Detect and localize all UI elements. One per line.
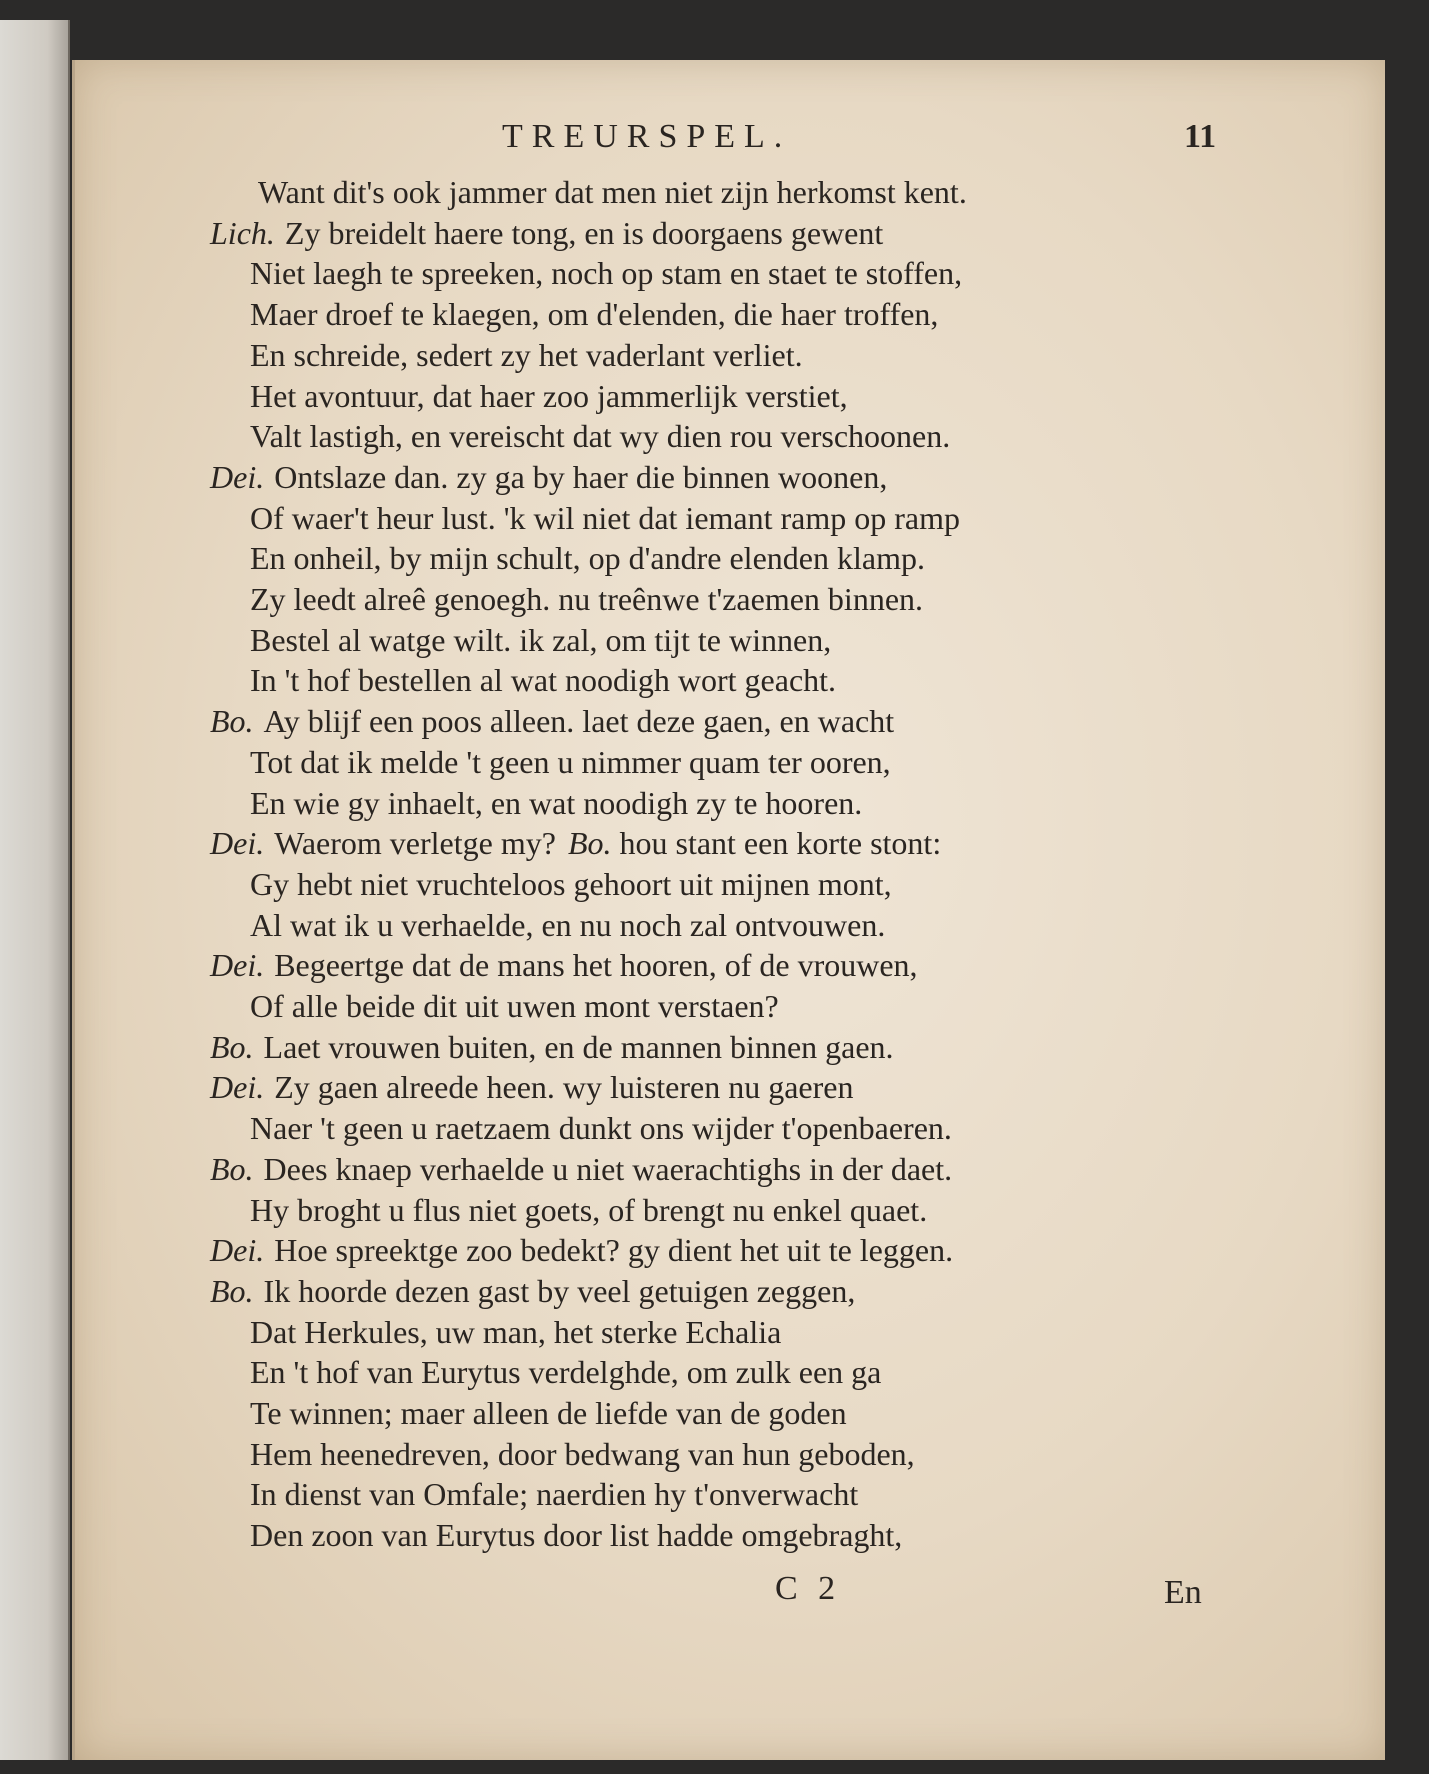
speaker-label: Bo.	[567, 825, 612, 862]
speaker-label: Dei.	[210, 825, 265, 862]
verse-text: Zy gaen alreede heen. wy luisteren nu gaeren	[274, 1069, 854, 1106]
verse-line	[250, 1312, 781, 1352]
verse-line	[210, 1027, 894, 1067]
verse-line	[250, 783, 862, 823]
verse-text: hou stant een korte stont:	[619, 825, 942, 862]
verse-line	[210, 701, 894, 741]
speaker-label: Dei.	[210, 458, 265, 495]
speaker-label: Dei.	[210, 1069, 265, 1106]
verse-line	[210, 1067, 853, 1107]
verse-text: Het avontuur, dat haer zoo jammerlijk verstiet,	[250, 377, 848, 414]
speaker-label: Dei.	[210, 947, 265, 984]
verse-line	[258, 172, 967, 212]
speaker-label: Bo.	[210, 1150, 254, 1187]
verse-text: Ik hoorde dezen gast by veel getuigen zeggen,	[263, 1272, 856, 1309]
verse-text: Tot dat ik melde 't geen u nimmer quam ter ooren,	[250, 743, 891, 780]
verse-text: Begeertge dat de mans het hooren, of de vrouwen,	[274, 947, 918, 984]
verse-text: In 't hof bestellen al wat noodigh wort geacht.	[250, 662, 837, 699]
verse-text: Te winnen; maer alleen de liefde van de goden	[250, 1395, 847, 1431]
verse-text: Dees knaep verhaelde u niet waerachtighs in der daet.	[263, 1150, 953, 1187]
speaker-label: Dei.	[210, 1232, 265, 1269]
verse-line	[250, 660, 836, 700]
verse-line	[250, 335, 803, 375]
verse-text: Maer droef te klaegen, om d'elenden, die haer troffen,	[250, 296, 939, 333]
catchword: En	[1164, 1574, 1202, 1611]
verse-text: Den zoon van Eurytus door list hadde omgebraght,	[250, 1517, 903, 1554]
verse-line	[250, 620, 831, 660]
verse-text: Of waer't heur lust. 'k wil niet dat iemant ramp op ramp	[250, 499, 960, 536]
verse-line	[210, 823, 941, 863]
signature-mark: C 2	[775, 1570, 842, 1607]
facing-page-edge	[0, 20, 70, 1760]
speaker-label: Lich.	[210, 214, 275, 251]
verse-line	[210, 457, 887, 497]
verse-line	[210, 1149, 952, 1189]
verse-text: Laet vrouwen buiten, en de mannen binnen gaen.	[263, 1028, 894, 1065]
verse-line	[250, 1108, 952, 1148]
running-head: TREURSPEL.	[502, 118, 792, 155]
verse-line	[250, 498, 960, 538]
verse-text: Ay blijf een poos alleen. laet deze gaen, en wacht	[263, 703, 895, 740]
page-number: 11	[1184, 118, 1217, 155]
verse-line	[250, 1352, 881, 1392]
speaker-label: Bo.	[210, 1272, 254, 1309]
verse-text: In dienst van Omfale; naerdien hy t'onverwacht	[250, 1476, 859, 1513]
verse-line	[250, 1393, 847, 1433]
verse-line	[250, 376, 848, 416]
verse-line	[210, 1271, 855, 1311]
verse-text: En wie gy inhaelt, en wat noodigh zy te hooren.	[250, 784, 863, 821]
verse-text: Gy hebt niet vruchteloos gehoort uit mijnen mont,	[250, 865, 892, 902]
verse-text: Bestel al watge wilt. ik zal, om tijt te winnen,	[250, 621, 832, 658]
verse-text: Al wat ik u verhaelde, en nu noch zal ontvouwen.	[250, 906, 886, 943]
verse-text: Hem heenedreven, door bedwang van hun geboden,	[250, 1435, 915, 1472]
verse-text: Waerom verletge my?	[274, 825, 556, 862]
verse-text: Hoe spreektge zoo bedekt? gy dient het uit te leggen.	[274, 1232, 954, 1269]
verse-line	[250, 742, 891, 782]
verse-text: En 't hof van Eurytus verdelghde, om zulk een ga	[250, 1354, 882, 1391]
verse-line	[210, 213, 883, 253]
verse-text: Ontslaze dan. zy ga by haer die binnen woonen,	[274, 458, 888, 495]
verse-text: Zy breidelt haere tong, en is doorgaens gewent	[284, 214, 884, 251]
verse-line	[250, 1434, 915, 1474]
verse-line	[250, 538, 925, 578]
verse-text: En schreide, sedert zy het vaderlant verliet.	[250, 336, 803, 373]
verse-text: Zy leedt alreê genoegh. nu treênwe t'zaemen binnen.	[250, 581, 924, 617]
verse-line	[250, 416, 950, 456]
verse-text: Naer 't geen u raetzaem dunkt ons wijder t'openbaeren.	[250, 1110, 952, 1147]
verse-line	[250, 864, 892, 904]
verse-line	[250, 1474, 858, 1514]
verse-line	[250, 1190, 927, 1230]
verse-line	[210, 1230, 953, 1270]
verse-text: Niet laegh te spreeken, noch op stam en staet te stoffen,	[250, 255, 963, 292]
verse-line	[250, 1515, 902, 1555]
verse-text: Dat Herkules, uw man, het sterke Echalia	[250, 1313, 782, 1350]
verse-line	[250, 579, 923, 619]
verse-text: Valt lastigh, en vereischt dat wy dien rou verschoonen.	[250, 418, 951, 455]
verse-line	[250, 294, 938, 334]
verse-line	[210, 945, 918, 985]
verse-text: Hy broght u flus niet goets, of brengt nu enkel quaet.	[250, 1191, 928, 1228]
verse-text: En onheil, by mijn schult, op d'andre elenden klamp.	[250, 540, 925, 577]
verse-text: Want dit's ook jammer dat men niet zijn herkomst kent.	[258, 174, 967, 210]
verse-text: Of alle beide dit uit uwen mont verstaen?	[250, 988, 779, 1024]
speaker-label: Bo.	[210, 1028, 254, 1065]
verse-line	[250, 986, 779, 1026]
speaker-label: Bo.	[210, 703, 254, 740]
verse-line	[250, 905, 885, 945]
verse-line	[250, 253, 962, 293]
